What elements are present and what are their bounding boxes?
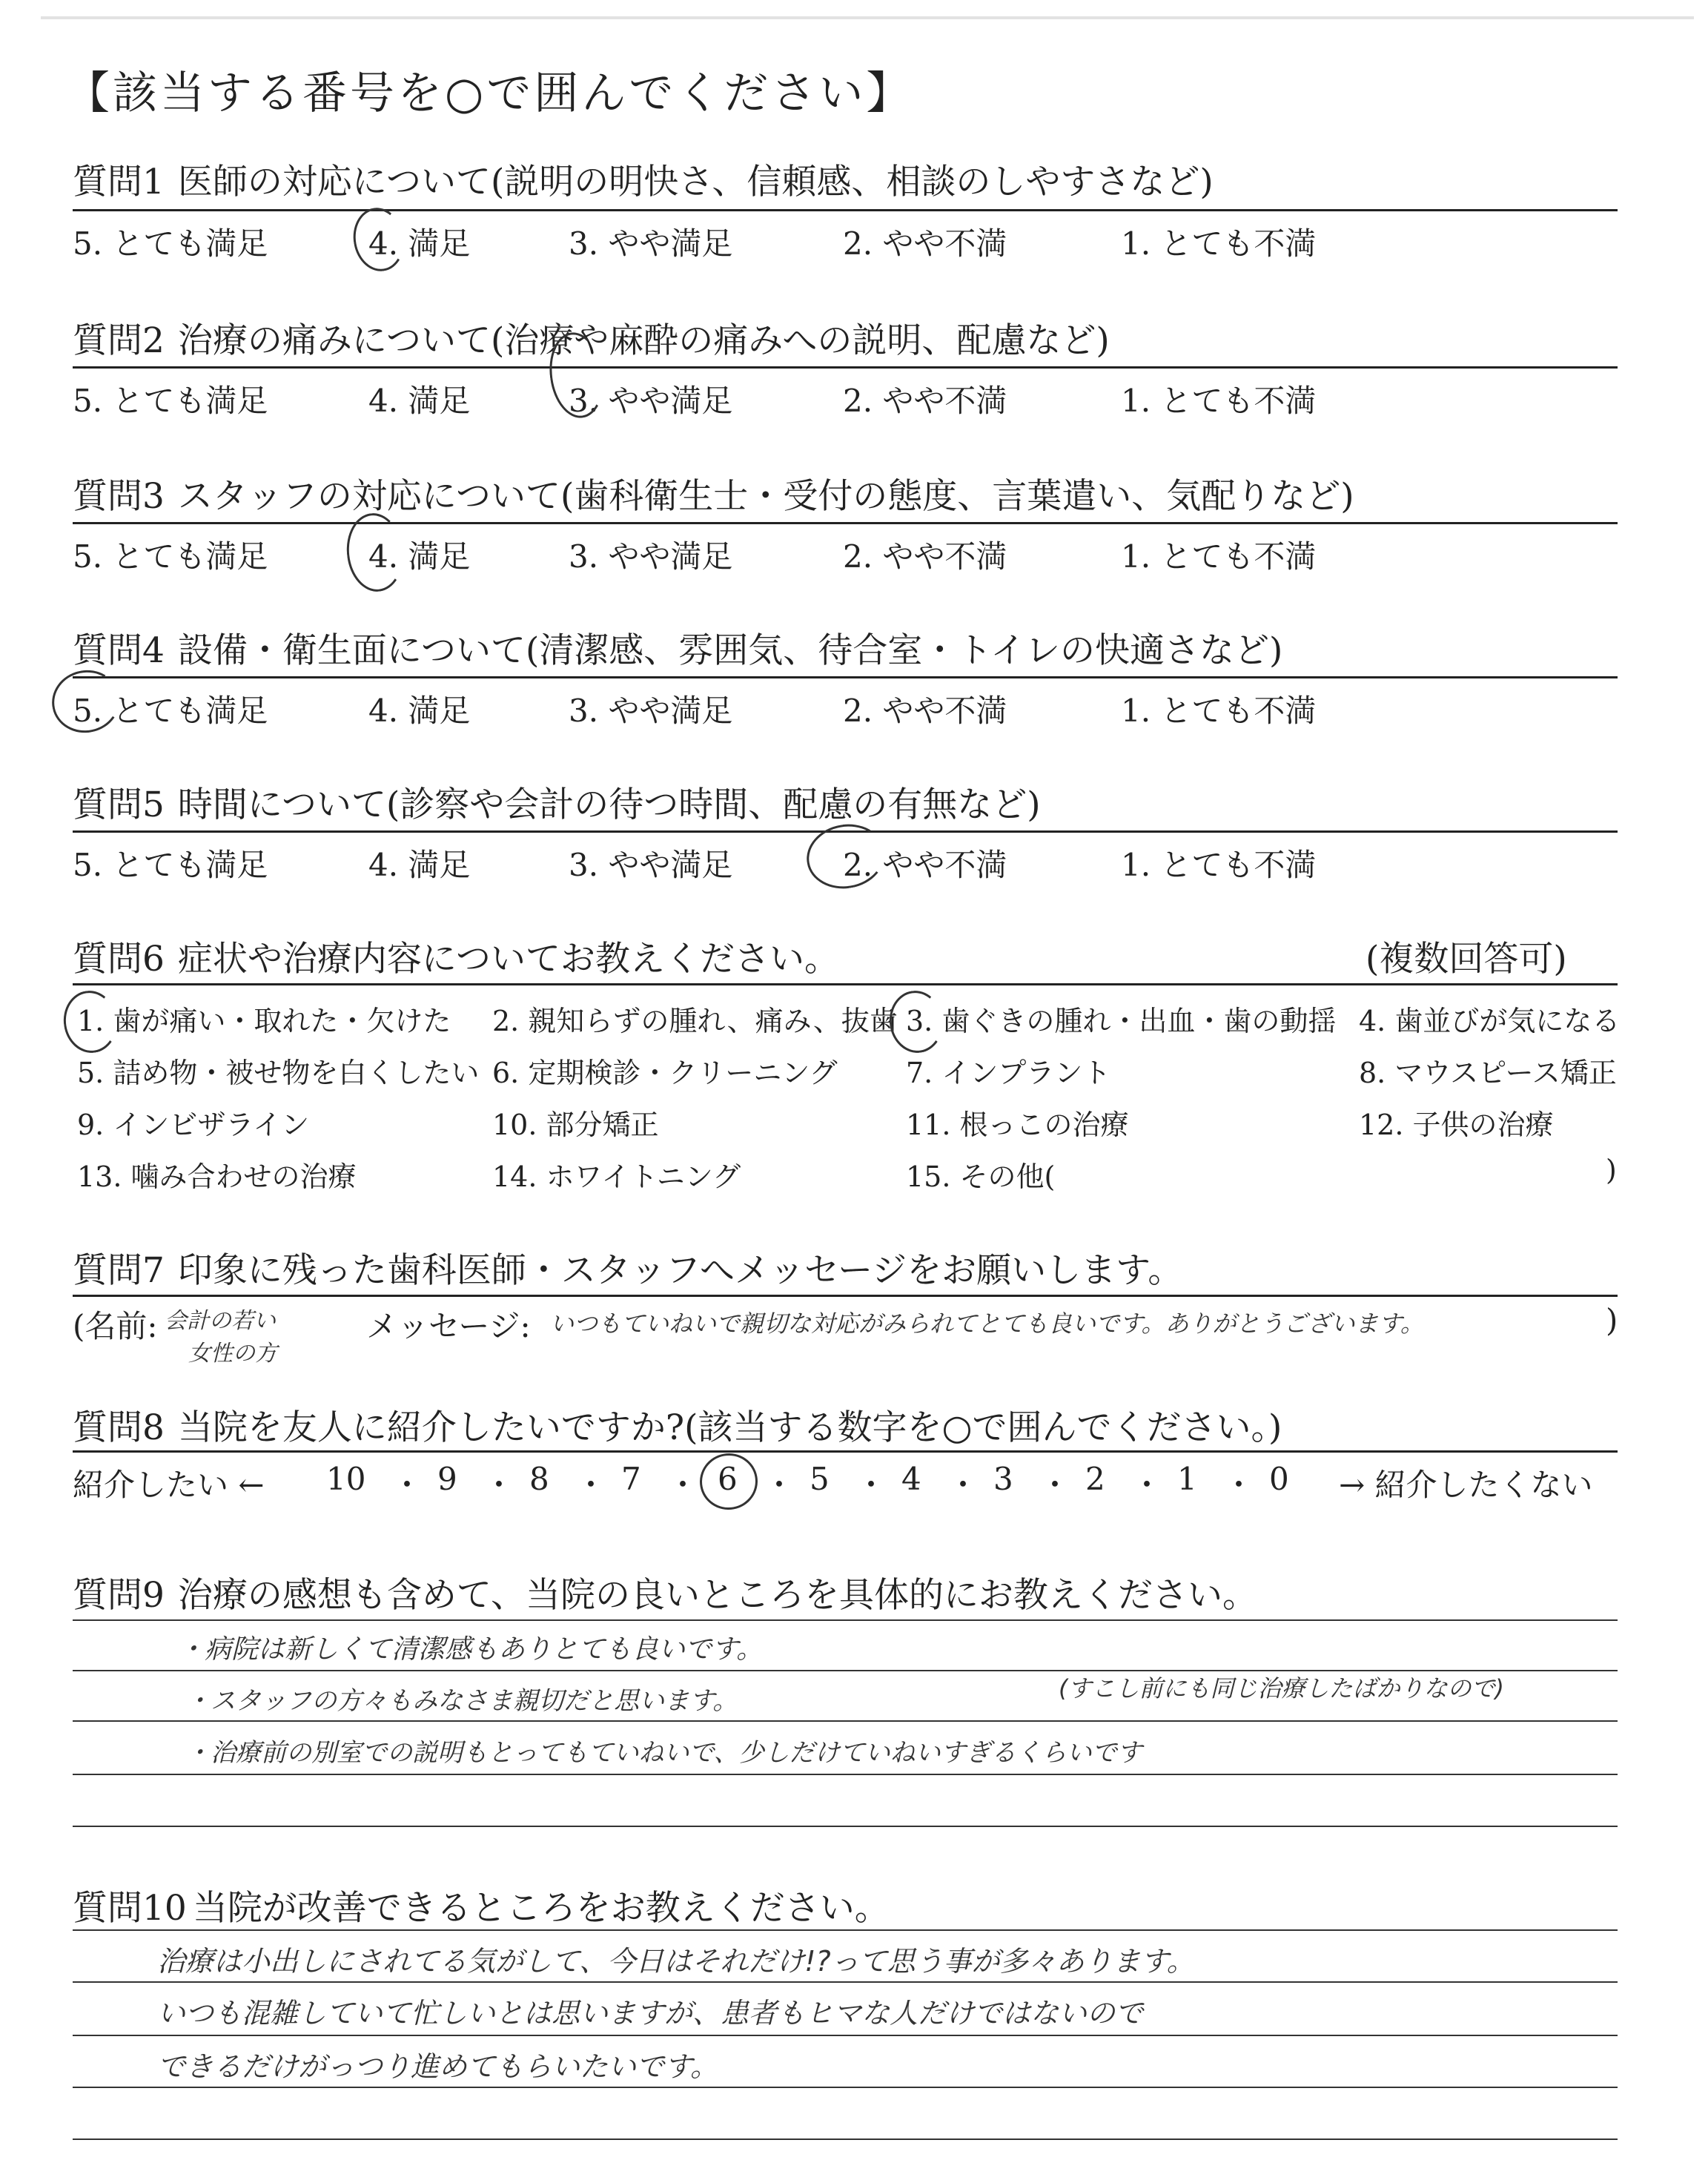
q6-item-14[interactable]: 14. ホワイトニング [492,1160,741,1193]
q2-option-3[interactable]: 3. やや満足 [569,383,733,419]
q6-item-9[interactable]: 9. インビザライン [77,1109,310,1141]
question-7-rule [73,1295,1618,1297]
q8-dot: ・ [575,1467,607,1503]
question-3-rule [73,522,1618,524]
q8-number-4[interactable]: 4 [901,1461,921,1497]
question-1-rule [73,209,1618,211]
q4-option-5[interactable]: 5. とても満足 [73,693,268,729]
question-number: 質問10 [73,1888,187,1929]
q9-answer-line-1[interactable]: ・病院は新しくて清潔感もありとても良いです。 [178,1634,764,1665]
question-text: 印象に残った歯科医師・スタッフへメッセージをお願いします。 [177,1250,1183,1291]
q10-answer-line-1[interactable]: 治療は小出しにされてる気がして、今日はそれだけ!?って思う事が多々あります。 [157,1945,1195,1978]
q3-option-3[interactable]: 3. やや満足 [569,538,733,575]
question-9-title [73,1568,1257,1617]
q8-dot: ・ [391,1467,423,1503]
q1-option-2[interactable]: 2. やや不満 [843,225,1007,262]
q7-name-label: (名前: [73,1308,158,1344]
q10-line-1 [73,1929,1618,1931]
q8-number-0[interactable]: 0 [1269,1461,1289,1497]
question-text: 時間について(診察や会計の待つ時間、配慮の有無など) [177,785,1041,825]
q8-left-label: 紹介したい ← [73,1467,265,1503]
question-7-title [73,1243,1182,1292]
q4-option-2[interactable]: 2. やや不満 [843,693,1007,729]
q2-option-5[interactable]: 5. とても満足 [73,383,268,419]
question-number: 質問9 [73,1575,165,1616]
q6-item-4[interactable]: 4. 歯並びが気になる [1359,1005,1621,1037]
q6-item-12[interactable]: 12. 子供の治療 [1359,1109,1554,1141]
q1-option-4[interactable]: 4. 満足 [368,225,471,262]
q4-option-1[interactable]: 1. とても不満 [1121,693,1317,729]
q10-answer-line-3[interactable]: できるだけがっつり進めてもらいたいです。 [157,2050,718,2083]
question-text: 症状や治療内容についてお教えください。 [177,939,839,980]
q9-line-5 [73,1826,1618,1827]
question-8-rule [73,1450,1618,1453]
q9-answer-line-3[interactable]: ・治療前の別室での説明もとってもていねいで、少しだけていねいすぎるくらいです [185,1738,1142,1768]
q8-number-6[interactable]: 6 [718,1461,738,1497]
q3-option-2[interactable]: 2. やや不満 [843,538,1007,575]
question-number: 質問4 [73,630,165,671]
q8-number-1[interactable]: 1 [1177,1461,1197,1497]
q3-option-4[interactable]: 4. 満足 [368,538,471,575]
question-number: 質問1 [73,162,165,202]
top-border [41,16,1694,19]
q6-item-15-close: ) [1606,1154,1617,1186]
q7-message-value[interactable]: いつもていねいで親切な対応がみられてとても良いです。ありがとうございます。 [550,1309,1424,1338]
q7-close-paren: ) [1606,1302,1618,1338]
q6-item-3[interactable]: 3. 歯ぐきの腫れ・出血・歯の動揺 [906,1005,1337,1037]
q8-dot: ・ [1223,1467,1255,1503]
q6-item-15[interactable]: 15. その他( [906,1160,1056,1193]
q10-line-2 [73,1981,1618,1983]
q5-option-5[interactable]: 5. とても満足 [73,847,268,883]
q10-line-4 [73,2087,1618,2088]
question-10-title [73,1880,890,1930]
q3-option-5[interactable]: 5. とても満足 [73,538,268,575]
q5-option-1[interactable]: 1. とても不満 [1121,847,1317,883]
question-text: 治療の痛みについて(治療や麻酔の痛みへの説明、配慮など) [177,320,1110,361]
q8-number-2[interactable]: 2 [1085,1461,1105,1497]
q8-number-3[interactable]: 3 [993,1461,1013,1497]
q6-item-6[interactable]: 6. 定期検診・クリーニング [492,1057,838,1089]
q1-selected-circle [348,204,409,276]
q9-line-1 [73,1619,1618,1621]
q7-name-value-line2[interactable]: 女性の方 [188,1341,277,1367]
q9-line-3 [73,1720,1618,1722]
q8-dot: ・ [667,1467,699,1503]
q8-right-label: → 紹介したくない [1339,1467,1593,1503]
question-6-rule [73,983,1618,985]
q2-option-1[interactable]: 1. とても不満 [1121,383,1317,419]
q6-item-11[interactable]: 11. 根っこの治療 [906,1109,1129,1141]
q10-answer-line-2[interactable]: いつも混雑していて忙しいとは思いますが、患者もヒマな人だけではないので [157,1997,1144,2029]
q6-item-2[interactable]: 2. 親知らずの腫れ、痛み、抜歯 [492,1005,898,1037]
q10-line-5 [73,2138,1618,2140]
q1-option-1[interactable]: 1. とても不満 [1121,225,1317,262]
q5-option-4[interactable]: 4. 満足 [368,847,471,883]
q8-dot: ・ [483,1467,515,1503]
question-2-rule [73,366,1618,369]
q8-dot: ・ [947,1467,979,1503]
q6-item-1[interactable]: 1. 歯が痛い・取れた・欠けた [77,1005,451,1037]
q3-option-1[interactable]: 1. とても不満 [1121,538,1317,575]
q8-selected-circle [695,1449,762,1514]
q2-option-4[interactable]: 4. 満足 [368,383,471,419]
q9-answer-insert[interactable]: (すこし前にも同じ治療したばかりなので) [1059,1674,1504,1702]
question-number: 質問2 [73,320,165,361]
question-3-title [73,469,1354,518]
q4-option-4[interactable]: 4. 満足 [368,693,471,729]
question-text: 治療の感想も含めて、当院の良いところを具体的にお教えください。 [177,1575,1257,1616]
question-number: 質問5 [73,785,165,825]
question-4-title [73,623,1282,673]
q6-item-8[interactable]: 8. マウスピース矯正 [1359,1057,1617,1089]
q8-dot: ・ [855,1467,887,1503]
q10-line-3 [73,2035,1618,2036]
q5-option-3[interactable]: 3. やや満足 [569,847,733,883]
question-number: 質問3 [73,476,165,517]
q8-number-8[interactable]: 8 [529,1461,549,1497]
question-8-title [73,1400,1282,1450]
q8-number-9[interactable]: 9 [437,1461,457,1497]
question-text: 当院が改善できるところをお教えください。 [192,1888,890,1929]
q5-option-2[interactable]: 2. やや不満 [843,847,1007,883]
q6-item-5[interactable]: 5. 詰め物・被せ物を白くしたい [77,1057,480,1089]
question-text: スタッフの対応について(歯科衛生士・受付の態度、言葉遣い、気配りなど) [177,476,1354,517]
q9-answer-line-2[interactable]: ・スタッフの方々もみなさま親切だと思います。 [185,1686,738,1716]
q4-option-3[interactable]: 3. やや満足 [569,693,733,729]
question-text: 当院を友人に紹介したいですか?(該当する数字を○で囲んでください。) [177,1407,1282,1448]
q8-number-10[interactable]: 10 [326,1461,366,1497]
q1-option-5[interactable]: 5. とても満足 [73,225,268,262]
q7-name-value-line1[interactable]: 会計の若い [165,1308,276,1334]
q8-dot: ・ [764,1467,795,1503]
q8-dot: ・ [1131,1467,1163,1503]
q6-item-13[interactable]: 13. 噛み合わせの治療 [77,1160,357,1193]
question-number: 質問6 [73,939,165,980]
page-title: 【該当する番号を○で囲んでください】 [65,67,914,119]
question-4-rule [73,676,1618,678]
q8-number-7[interactable]: 7 [621,1461,641,1497]
question-6-title [73,931,839,981]
question-6-note: (複数回答可) [1366,939,1567,980]
question-5-title [73,777,1041,827]
question-number: 質問7 [73,1250,165,1291]
q7-message-label: メッセージ: [366,1308,531,1344]
question-text: 医師の対応について(説明の明快さ、信頼感、相談のしやすさなど) [177,162,1214,202]
q2-option-2[interactable]: 2. やや不満 [843,383,1007,419]
question-1-title [73,154,1214,204]
q6-item-10[interactable]: 10. 部分矯正 [492,1109,659,1141]
q9-line-4 [73,1774,1618,1775]
q8-dot: ・ [1039,1467,1071,1503]
q6-item-7[interactable]: 7. インプラント [906,1057,1111,1089]
q8-number-5[interactable]: 5 [810,1461,830,1497]
question-text: 設備・衛生面について(清潔感、雰囲気、待合室・トイレの快適さなど) [177,630,1283,671]
question-number: 質問8 [73,1407,165,1448]
q1-option-3[interactable]: 3. やや満足 [569,225,733,262]
